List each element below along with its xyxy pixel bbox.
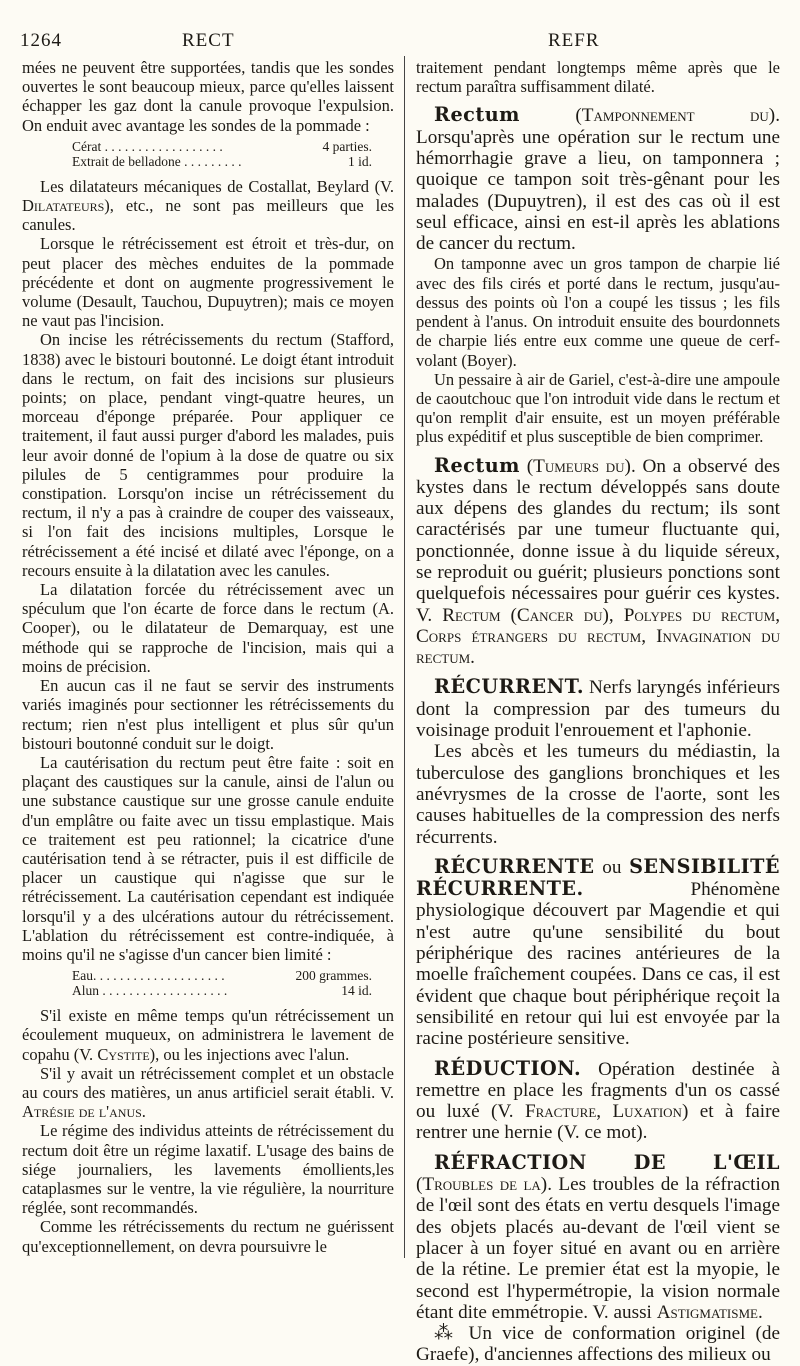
recipe-row (72, 968, 372, 983)
paragraph: mées ne peuvent être supportées, tandis que les sondes ouvertes le sont beaucoup mieux, parce qu'elles laissent échapper les gaz dont la canule provoque l'expulsion. On enduit avec avantage les sondes de la pommade : (22, 58, 394, 135)
column-divider (404, 56, 405, 1258)
recipe-row (72, 983, 372, 998)
paragraph: La cautérisation du rectum peut être faite : soit en plaçant des caustiques sur la canule, ainsi de l'alun ou une substance caustique sur une grosse canule enduite d'un emplâtre ou faite avec un tissu emplastique. Mais ce traitement est peu rationnel; la cicatrice d'une cautérisation tend à se rétracter, puis il est difficile de placer un caustique qui n'agisse que sur le rétrécissement. La cautérisation cependant est indiquée lorsqu'il y a des ulcérations autour du rétrécissement. L'ablation du rétrécissement est contre-indiquée, à moins qu'il ne s'agisse d'un cancer bien limité : (22, 752, 394, 964)
entry-headword: Rectum (434, 453, 520, 477)
entry-headword: RÉDUCTION. (434, 1056, 582, 1080)
paragraph: Les dilatateurs mécaniques de Costallat, Beylard (V. Dilatateurs), etc., ne sont pas meilleurs que les canules. (22, 176, 394, 235)
entry-refraction-oeil: RÉFRACTION DE L'ŒIL (Troubles de la). Les troubles de la réfraction de l'œil sont des états en vertu desquels l'image des objets placés au-devant de l'œil vient se placer à un foyer situé en avant ou en arrière de la rétine. Le premier état est la myopie, le second est l'hypermétropie, la vision normale étant dite emmétropie. V. aussi Astigmatisme. (416, 1150, 781, 1323)
paragraph: S'il y avait un rétrécissement complet et un obstacle au cours des matières, un anus artificiel serait établi. V. Atrésie de l'anus. (22, 1063, 394, 1122)
cross-reference: Rectum (Cancer du), Polypes du rectum, Corps étrangers du rectum, Invagination du rectum. (416, 604, 780, 669)
left-column (22, 58, 394, 1260)
page-number: 1264 (20, 30, 62, 51)
entry-rectum-tumeurs: Rectum (Tumeurs du). On a observé des kystes dans le rectum développés sans doute aux dépens des glandes du rectum; ils sont caractérisés par une tumeur fluctuante qui, ponctionnée, donne issue à du liquide séreux, se reproduit ou guérit; plusieurs ponctions sont quelquefois nécessaires pour guérir ces kystes. V. Rectum (Cancer du), Polypes du rectum, Corps étrangers du rectum, Invagination du rectum. (416, 453, 780, 669)
entry-headword: SENSIBILITÉ RÉCURRENTE. (416, 854, 780, 901)
recipe-ingredient: Eau. . . . . . . . . . . . . . . . . . . . (72, 968, 225, 984)
paragraph: Lorsque le rétrécissement est étroit et très-dur, on peut placer des mèches enduites de la pommade précédente et dont on augmente progressivement le volume (Desault, Tauchou, Dupuytren); mais ce moyen ne vaut pas l'incision. (22, 234, 394, 331)
entry-headword: RÉFRACTION DE L'ŒIL (434, 1150, 780, 1174)
entry-headword: Rectum (434, 103, 520, 127)
right-column (416, 58, 781, 1366)
recipe-ingredient: Extrait de belladone . . . . . . . . . (72, 153, 242, 169)
paragraph: S'il existe en même temps qu'un rétrécissement un écoulement muqueux, on administrera le lavement de copahu (V. Cystite), ou les injections avec l'alun. (22, 1006, 394, 1064)
paragraph: Les abcès et les tumeurs du médiastin, la tuberculose des ganglions bronchiques et les anévrysmes de la crosse de l'aorte, sont les causes habituelles de la compression des nerfs récurrents. (416, 741, 780, 848)
recipe-quantity: 4 parties. (322, 138, 372, 154)
left-running-head: RECT (182, 30, 235, 51)
paragraph: Un pessaire à air de Gariel, c'est-à-dire une ampoule de caoutchouc que l'on introduit vide dans le rectum et qu'on remplit d'air ensuite, est un moyen préférable plus expéditif et plus susceptible de bien comprimer. (416, 369, 780, 447)
paragraph: Comme les rétrécissements du rectum ne guérissent qu'exceptionnellement, on devra poursuivre le (22, 1217, 394, 1256)
running-header (20, 30, 780, 54)
entry-reduction: RÉDUCTION. Opération destinée à remettre en place les fragments d'un os cassé ou luxé (V. Fracture, Luxation) et à faire rentrer une hernie (V. ce mot). (416, 1056, 780, 1144)
paragraph: La dilatation forcée du rétrécissement avec un spéculum que l'on écarte de force dans le rectum (A. Cooper), ou le dilatateur de Demarquay, est une méthode qui se rapproche de l'incision, mais qui a moins de précision. (22, 580, 394, 676)
recipe-table-alun (72, 968, 372, 998)
right-running-head: REFR (548, 30, 600, 51)
recipe-quantity: 200 grammes. (295, 968, 372, 984)
entry-headword: RÉCURRENTE (434, 854, 595, 878)
entry-headword: RÉCURRENT. (434, 675, 585, 699)
entry-rectum-tamponnement: Rectum (Tamponnement du). Lorsqu'après une opération sur le rectum une hémorrhagie grave a lieu, on tamponnera ; quoique ce tampon soit très-gênant pour les malades (Dupuytren), il est des cas où il est seul efficace, ainsi en est-il après les ablations de cancer du rectum. (416, 103, 780, 255)
recipe-ingredient: Cérat . . . . . . . . . . . . . . . . . . (72, 138, 223, 154)
paragraph: ⁂ Un vice de conformation originel (de Graefe), d'anciennes affections des milieux ou (416, 1323, 780, 1366)
recipe-quantity: 1 id. (347, 153, 372, 169)
paragraph: On incise les rétrécissements du rectum (Stafford, 1838) avec le bistouri boutonné. Le doigt étant introduit dans le rectum, on fait des incisions sur plusieurs points; on place, pendant vingt-quatre heures, un morceau d'éponge préparée. Pour appliquer ce traitement, il faut aussi purger d'abord les malades, puis leur avoir donné de l'opium à la dose de quatre ou six pilules de 5 centigrammes pour produire la constipation. Lorsqu'on incise un rétrécissement du rectum, il n'y a pas à craindre de couper des vaisseaux, si l'on fait des incisions multiples, Lorsque le rétrécissement a été incisé et dilaté avec l'éponge, on a recours ensuite à la dilatation avec les canules. (22, 330, 394, 580)
cross-reference: Astigmatisme. (656, 1301, 763, 1323)
cross-reference: Cystite (97, 1044, 150, 1064)
cross-reference: Fracture, Luxation (524, 1101, 682, 1123)
paragraph: Le régime des individus atteints de rétrécissement du rectum doit être un régime laxatif. L'usage des bains de siége journaliers, les lavements émollients,les cataplasmes sur le ventre, la vie régulière, la nourriture réglée, sont recommandés. (22, 1121, 394, 1218)
recipe-row (72, 139, 372, 154)
entry-recurrent: RÉCURRENT. Nerfs laryngés inférieurs dont la compression par des tumeurs du voisinage produit l'enrouement et l'aphonie. (416, 675, 780, 742)
entry-recurrente: RÉCURRENTE ou SENSIBILITÉ RÉCURRENTE. Phénomène physiologique découvert par Magendie et qui n'est autre qu'une sensibilité du bout périphérique des racines antérieures de la moelle fraîchement coupées. Dans ce cas, il est évident que chaque bout périphérique reçoit la sensibilité en retour qui lui est envoyée par la racine postérieure sensitive. (416, 854, 780, 1050)
recipe-row (72, 154, 372, 169)
paragraph: On tamponne avec un gros tampon de charpie lié avec des fils cirés et porté dans le rectum, jusqu'au-dessus des points où l'on a coupé les tissus ; les fils pendent à l'anus. On introduit ensuite des bourdonnets de charpie liés entre eux comme une queue de cerf-volant (Boyer). (416, 254, 780, 370)
recipe-ingredient: Alun . . . . . . . . . . . . . . . . . . . (72, 983, 228, 999)
paragraph: traitement pendant longtemps même après que le rectum paraîtra suffisamment dilaté. (416, 58, 780, 97)
cross-reference: Dilatateurs (22, 196, 105, 216)
paragraph: En aucun cas il ne faut se servir des instruments variés imaginés pour sectionner les rétrécissements du rectum; rien n'est plus intelligent et plus sûr qu'un bistouri boutonné conduit sur le doigt. (22, 676, 394, 753)
recipe-table-belladone (72, 139, 372, 169)
cross-reference: Atrésie de l'anus. (22, 1102, 146, 1122)
recipe-quantity: 14 id. (341, 983, 372, 999)
